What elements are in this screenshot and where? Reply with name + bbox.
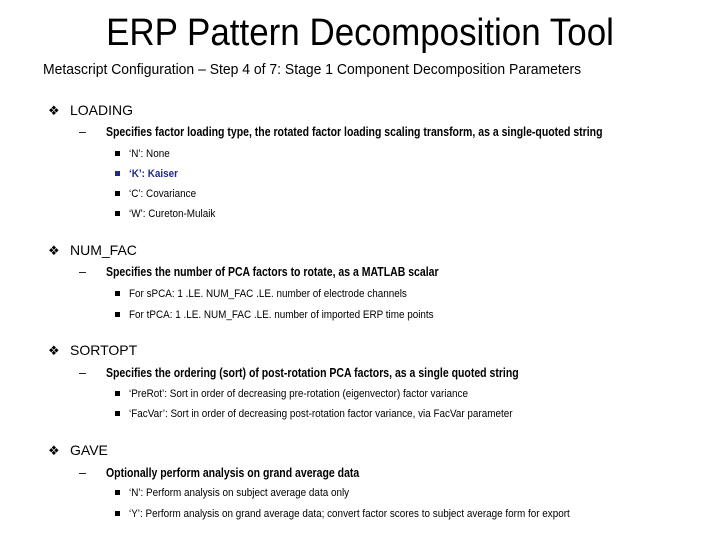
square-bullet-icon [115,490,120,495]
section-heading-loading [48,102,133,119]
diamond-bullet-icon: ❖ [48,243,60,258]
section-name: GAVE [70,442,108,458]
option-text: ‘PreRot’: Sort in order of decreasing pre-rotation (eigenvector) factor variance [129,388,468,400]
dash-bullet-icon: – [79,125,86,139]
description-text: Specifies factor loading type, the rotated factor loading scaling transform, as a single-quoted string [106,125,603,139]
diamond-bullet-icon: ❖ [48,343,60,358]
option-text: ‘N’: Perform analysis on subject average data only [129,487,350,499]
description-text: Optionally perform analysis on grand average data [106,466,360,480]
dash-bullet-icon: – [79,366,86,380]
section-description [79,125,603,139]
option-text: ‘N’: None [129,148,170,160]
section-name: NUM_FAC [70,242,137,258]
option-item [115,487,374,499]
page-title: ERP Pattern Decomposition Tool [106,12,614,54]
square-bullet-icon [115,391,120,396]
option-text: For tPCA: 1 .LE. NUM_FAC .LE. number of imported ERP time points [129,309,434,321]
page-subtitle: Metascript Configuration – Step 4 of 7: Stage 1 Component Decomposition Parameters [43,61,582,78]
section-name: SORTOPT [70,342,138,358]
diamond-bullet-icon: ❖ [48,103,60,118]
square-bullet-icon [115,191,120,196]
section-heading-gave [48,442,108,459]
square-bullet-icon [115,171,120,176]
option-text: ‘Y’: Perform analysis on grand average data; convert factor scores to subject average form for export [129,508,570,520]
dash-bullet-icon: – [79,265,86,279]
section-description [79,366,519,380]
option-item-highlighted [115,168,183,180]
option-text: ‘C’: Covariance [129,188,197,200]
option-text: For sPCA: 1 .LE. NUM_FAC .LE. number of electrode channels [129,288,407,300]
square-bullet-icon [115,211,120,216]
square-bullet-icon [115,291,120,296]
option-item [115,508,619,520]
section-heading-sortopt [48,342,137,359]
section-description [79,265,439,279]
dash-bullet-icon: – [79,466,86,480]
option-text: ‘K’: Kaiser [129,168,178,180]
description-text: Specifies the number of PCA factors to rotate, as a MATLAB scalar [106,265,439,279]
square-bullet-icon [115,511,120,516]
square-bullet-icon [115,312,120,317]
option-item [115,408,555,420]
square-bullet-icon [115,151,120,156]
section-name: LOADING [70,102,134,118]
option-text: ‘W’: Cureton-Mulaik [129,208,216,220]
option-item [115,309,467,321]
diamond-bullet-icon: ❖ [48,443,60,458]
option-item [115,148,174,160]
option-item [115,188,204,200]
option-item [115,288,438,300]
description-text: Specifies the ordering (sort) of post-rotation PCA factors, as a single quoted string [106,366,519,380]
square-bullet-icon [115,411,120,416]
option-item [115,208,225,220]
option-item [115,388,506,400]
option-text: ‘FacVar’: Sort in order of decreasing post-rotation factor variance, via FacVar parameter [129,408,513,420]
section-description [79,466,360,480]
section-heading-num-fac [48,242,137,259]
